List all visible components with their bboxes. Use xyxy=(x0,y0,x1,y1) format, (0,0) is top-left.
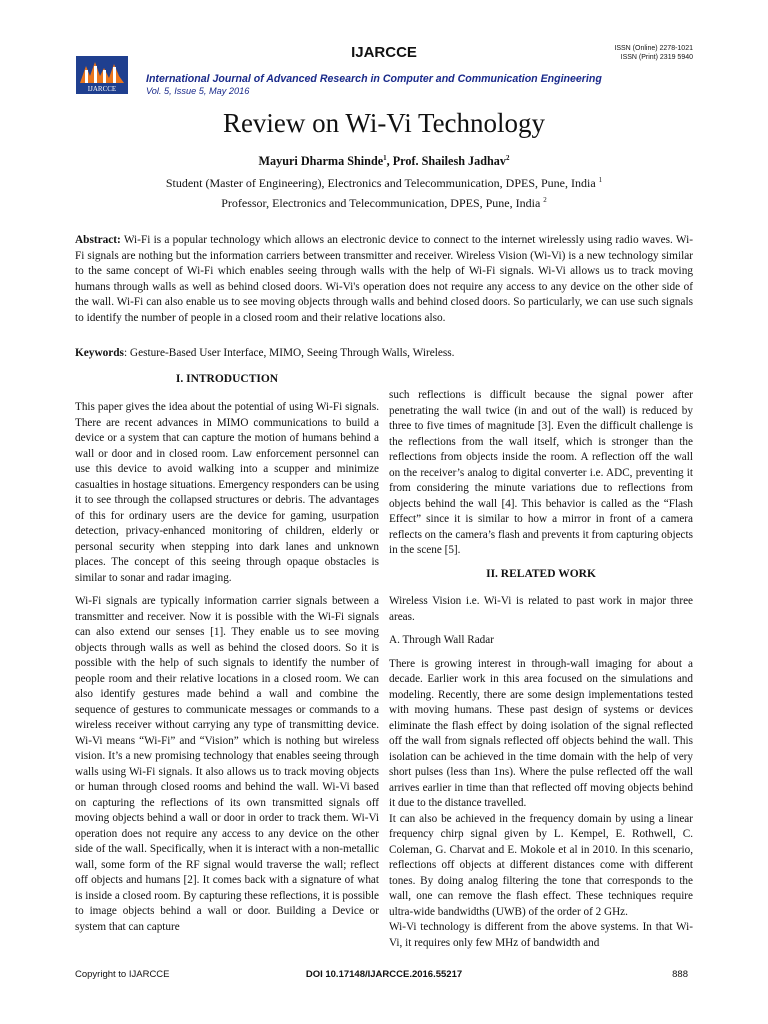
abstract-text: Wi-Fi is a popular technology which allows an electronic device to connect to the internet wirelessly using radio waves. Wi-Fi signals are nothing but the information carriers between transmitter and receiver. Wireless Vision (Wi-Vi) is a new technology similar to the same concept of Wi-Fi which enables seeing through walls with the help of Wi-Fi signals. Wi-Vi allows us to track moving humans through walls as well as behind closed doors. Wi-Vi's operation does not require any access to any device on the other side of the wall. Wi-Fi can also enable us to see moving objects through walls and behind closed doors. So particularly, we can use such signals to identify the number of people in a closed room and their relative locations also. xyxy=(75,234,693,324)
intro-paragraph-3: such reflections is difficult because the signal power after penetrating the wall twice (in and out of the wall) is reduced by three to five times of magnitude [3]. Even the difficult challenge is the reflections from the wall itself, which is stronger than the reflections from objects inside the room. A reflection off the wall on the receiver’s analog to digital converter i.e. ADC, preventing it from considering the minute variations due to reflections from objects behind the wall [4]. This behavior is called as the “Flash Effect” since it is similar to how a mirror in front of a camera reflects on the camera’s flash and prevents it from capturing objects in the scene [5]. xyxy=(389,389,693,556)
intro-paragraph-2: Wi-Fi signals are typically information carrier signals between a transmitter and receiver. Now it is possible with the Wi-Fi signals can also extend our senses [1]. They enable us to see moving objects through walls as well as behind the closed doors. So it is possible with the help of such signals to identify the number of people room and their relative locations in a closed room. We can also identify gestures made behind a wall and combine the sequence of gestures to communicate messages or commands to a wireless receiver without carrying any type of transmitting device. Wi-Vi means “Wi-Fi” and “Vision” which is nothing but wireless vision. It’s a new promising technology that enables seeing through walls using Wi-Fi signals. It also allows us to track moving objects or human through closed rooms and behind the wall. Wi-Vi based on capturing the reflections of its own transmitted signals off moving objects behind a wall or door in order to track them. Wi-Vi operation does not require any access to any device on the other side of the wall. Specifically, when it is interact with a non-metallic wall, some form of the RF signal would traverse the wall; reflect off objects and humans [2]. It comes back with a signature of what is inside a closed room. By capturing these reflections, it is possible to image objects behind a wall or door. Building a Device or system that can capture xyxy=(75,595,379,933)
volume-issue: Vol. 5, Issue 5, May 2016 xyxy=(146,86,250,96)
section-heading-introduction: I. INTRODUCTION xyxy=(175,373,279,385)
author-1: Mayuri Dharma Shinde xyxy=(258,154,384,168)
footer-page-number: 888 xyxy=(672,969,688,980)
author-2: Prof. Shailesh Jadhav xyxy=(392,154,506,168)
journal-short-name: IJARCCE xyxy=(351,44,417,61)
abstract xyxy=(75,233,693,327)
affiliation-2-text: Professor, Electronics and Telecommunication, DPES, Pune, India xyxy=(221,196,541,210)
journal-full-name: International Journal of Advanced Research in Computer and Communication Engineering xyxy=(146,73,602,85)
keywords xyxy=(75,346,693,362)
keywords-text: : Gesture-Based User Interface, MIMO, Seeing Through Walls, Wireless. xyxy=(123,347,455,359)
authors-line xyxy=(0,154,768,169)
affiliation-1 xyxy=(0,176,768,191)
right-column xyxy=(389,388,693,951)
affiliation-2 xyxy=(0,196,768,211)
intro-paragraph-1: This paper gives the idea about the potential of using Wi-Fi signals. There are recent advances in MIMO communications to build a device or a system that can capture the motion of humans behind a wall or door and in closed room. Law enforcement personnel can use this device to avoid walking into a scupper and minimize casualties in hostage situations. Emergency responders can be using it to see through the collapsed structures or debris. The advantages of this for ordinary users are the device for gaming, usurpation detection, privacy-enhanced monitoring of children, elderly or personal security when stepping into dark lanes and unknown places. The concept of this seeing through opaque obstacles is similar to sonar and radar imaging. xyxy=(75,401,379,584)
keywords-label: Keywords xyxy=(75,347,124,359)
author-1-sup: 1 xyxy=(383,153,387,162)
related-paragraph-3: It can also be achieved in the frequency domain by using a linear frequency chirp signal given by L. Kempel, E. Rothwell, C. Coleman, G. Charvat and E. Mokole et al in 2010. In this scenario, reflections off objects at different distances come with different tones. By doing analog filtering the tone that corresponds to the wall, one can remove the flash effect. These techniques require ultra-wide bandwidths (UWB) of the order of 2 GHz. xyxy=(389,812,693,918)
affiliation-2-sup: 2 xyxy=(543,196,547,204)
issn-online: ISSN (Online) 2278-1021 xyxy=(614,45,693,52)
journal-logo xyxy=(76,56,128,94)
issn-print: ISSN (Print) 2319 5940 xyxy=(620,54,693,61)
logo-text: IJARCCE xyxy=(87,85,117,93)
related-paragraph-1: Wireless Vision i.e. Wi-Vi is related to past work in major three areas. xyxy=(389,595,693,623)
left-column xyxy=(75,400,379,943)
footer-doi: DOI 10.17148/IJARCCE.2016.55217 xyxy=(305,969,463,980)
abstract-label: Abstract: xyxy=(75,234,121,246)
author-2-sup: 2 xyxy=(505,153,510,162)
footer-copyright: Copyright to IJARCCE xyxy=(75,969,170,980)
subsection-heading-through-wall-radar: A. Through Wall Radar xyxy=(389,634,494,646)
affiliation-1-text: Student (Master of Engineering), Electronics and Telecommunication, DPES, Pune, India xyxy=(165,176,596,190)
affiliation-1-sup: 1 xyxy=(598,176,603,184)
related-paragraph-4: Wi-Vi technology is different from the above systems. In that Wi-Vi, it requires only few MHz of bandwidth and xyxy=(389,921,693,949)
author-separator: , xyxy=(386,154,393,168)
section-heading-related-work: II. RELATED WORK xyxy=(486,567,596,580)
paper-title: Review on Wi-Vi Technology xyxy=(222,108,546,138)
related-paragraph-2: There is growing interest in through-wall imaging for about a decade. Earlier work in this area focused on the simulations and modeling. Recently, there are some design implementations tested with moving humans. These past design of systems or devices eliminate the flash effect by doing isolation of the signal reflected off the wall from signals reflected off objects behind the wall. This isolation can be achieved in the time domain with the help of very short pulses (less than 1ns). Where the pulse reflected off the wall arrives earlier in time than that reflected off moving objects behind it due to the distance travelled. xyxy=(389,657,693,809)
issn-block xyxy=(614,44,693,62)
